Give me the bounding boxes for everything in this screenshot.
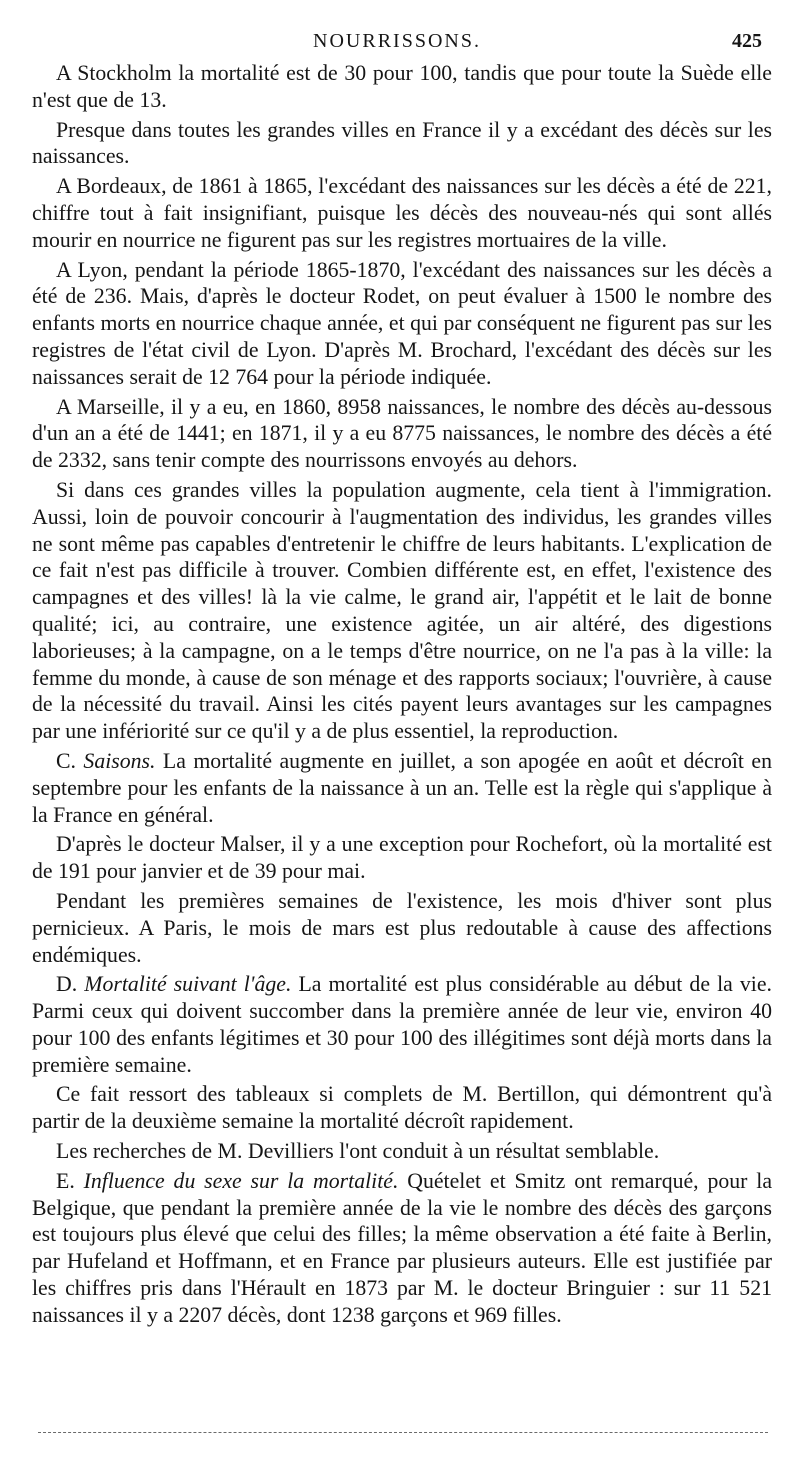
section-letter: C. [56,748,84,773]
running-title: NOURRISSONS. [313,30,481,52]
paragraph-text: A Marseille, il y a eu, en 1860, 8958 naissances, le nombre des décès au-dessous d'un an a été de 1441; en 1871, il y a eu 8775 naissances, le nombre des décès a été de 2332, sans tenir compte des nourrissons envoyés au dehors. [32,394,772,473]
paragraph-text: A Bordeaux, de 1861 à 1865, l'excédant des naissances sur les décès a été de 221, chiffre tout à fait insignifiant, puisque les décès des nouveau-nés qui sont allés mourir en nourrice ne figurent pas sur les registres mortuaires de la ville. [32,174,772,252]
paragraph-text: D'après le docteur Malser, il y a une exception pour Rochefort, où la mortalité est de 191 pour janvier et de 39 pour mai. [32,832,772,884]
paragraph-saisons [32,748,772,828]
section-heading: Saisons. [83,748,156,773]
paragraph-rochefort [32,831,772,885]
section-letter: E. [56,1168,84,1193]
paragraph-devilliers [32,1138,772,1165]
paragraph-lyon [32,257,772,391]
body-text [32,60,772,1329]
paragraph-marseille [32,394,772,474]
paragraph-text: Ce fait ressort des tableaux si complets de M. Bertillon, qui démontrent qu'à partir de la deuxième semaine la mortalité décroît rapidement. [32,1082,772,1134]
running-head [32,30,762,60]
paragraph-immigration [32,477,772,745]
paragraph-text: Si dans ces grandes villes la population augmente, cela tient à l'immigration. Aussi, loin de pouvoir concourir à l'augmentation des individus, les grandes villes ne sont même pas capables d'entretenir le chiffre de leurs habitants. L'explication de ce fait n'est pas difficile à trouver. Combien différente est, en effet, l'existence des campagnes et des villes! là la vie calme, le grand air, l'appétit et le lait de bonne qualité; ici, au contraire, une existence agitée, un air altéré, des digestions laborieuses; à la campagne, on a le temps d'être nourrice, on ne l'a pas à la ville: la femme du monde, à cause de son ménage et des rapports sociaux; l'ouvrière, à cause de la nécessité du travail. Ainsi les cités payent leurs avantages sur les campagnes par une infériorité sur ce qu'il y a de plus essentiel, la reproduction. [32,477,772,744]
paragraph-influence-sexe [32,1168,772,1329]
paragraph-grandes-villes [32,117,772,171]
paragraph-stockholm [32,60,772,114]
paragraph-text: Pendant les premières semaines de l'existence, les mois d'hiver sont plus pernicieux. A Paris, le mois de mars est plus redoutable à cause des affections endémiques. [32,888,772,967]
paragraph-text: Les recherches de M. Devilliers l'ont conduit à un résultat semblable. [56,1139,660,1164]
section-heading: Mortalité suivant l'âge. [84,972,292,997]
paragraph-text: A Lyon, pendant la période 1865-1870, l'excédant des naissances sur les décès a été de 236. Mais, d'après le docteur Rodet, on peut évaluer à 1500 le nombre des enfants morts en nourrice chaque année, et qui par conséquent ne figurent pas sur les registres de l'état civil de Lyon. D'après M. Brochard, l'excédant des décès sur les naissances serait de 12 764 pour la période indiquée. [32,257,772,389]
page-number: 425 [732,30,762,52]
paragraph-mortalite-age [32,971,772,1078]
section-letter: D. [56,972,85,997]
paragraph-text: Quételet et Smitz ont remarqué, pour la Belgique, que pendant la première année de la vie le nombre des décès des garçons est toujours plus élevé que celui des filles; la même observation a été faite à Berlin, par Hufeland et Hoffmann, et en France par plusieurs auteurs. Elle est justifiée par les chiffres pris dans l'Hérault en 1873 par M. le docteur Bringuier : sur 11 521 naissances il y a 2207 décès, dont 1238 garçons et 969 filles. [32,1168,772,1327]
paragraph-text: La mortalité augmente en juillet, a son apogée en août et décroît en septembre pour les enfants de la naissance à un an. Telle est la règle qui s'applique à la France en général. [32,748,772,827]
section-heading: Influence du sexe sur la mortalité. [83,1168,399,1193]
paragraph-hiver [32,888,772,968]
paragraph-bertillon [32,1081,772,1135]
bottom-dashed-rule [38,1432,768,1433]
paragraph-text: La mortalité est plus considérable au début de la vie. Parmi ceux qui doivent succomber dans la première année de leur vie, environ 40 pour 100 des enfants légitimes et 30 pour 100 des illégitimes sont déjà morts dans la première semaine. [32,972,772,1077]
paragraph-text: A Stockholm la mortalité est de 30 pour 100, tandis que pour toute la Suède elle n'est que de 13. [32,61,772,112]
paragraph-text: Presque dans toutes les grandes villes en France il y a excédant des décès sur les naissances. [32,117,772,169]
paragraph-bordeaux [32,173,772,253]
